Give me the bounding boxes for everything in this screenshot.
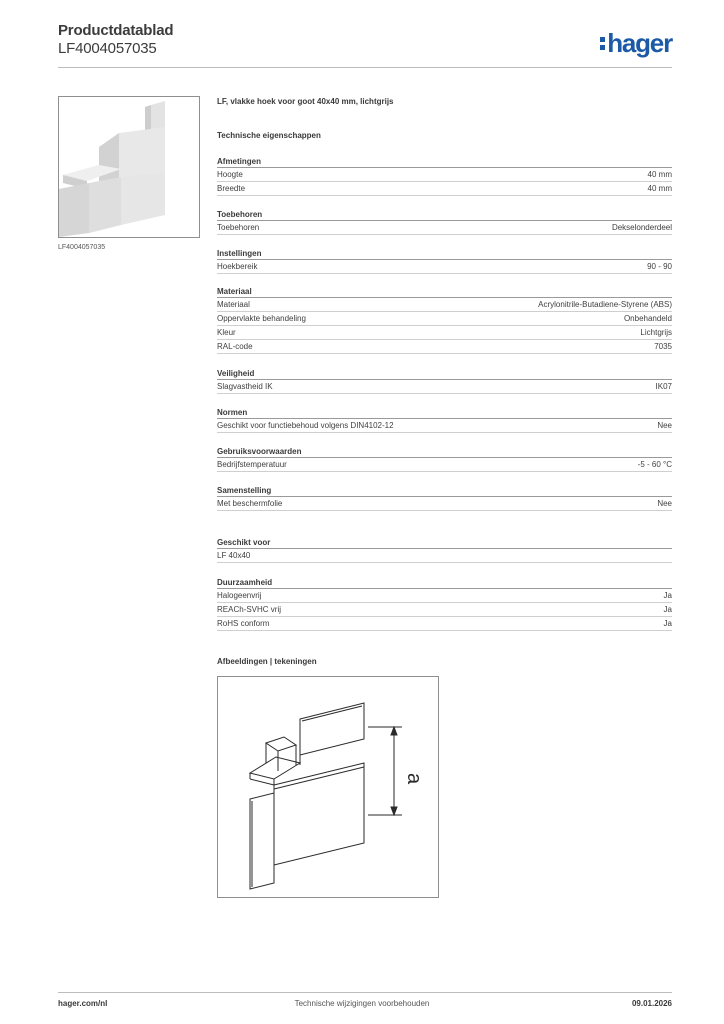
spec-row bbox=[217, 603, 672, 617]
spec-label: Slagvastheid IK bbox=[217, 382, 273, 391]
line-drawing-icon bbox=[218, 677, 438, 897]
spec-label: Bedrijfstemperatuur bbox=[217, 460, 287, 469]
spec-label: Toebehoren bbox=[217, 223, 260, 232]
spec-label: Geschikt voor functiebehoud volgens DIN4102-12 bbox=[217, 421, 394, 430]
drawings-heading: Afbeeldingen | tekeningen bbox=[217, 657, 317, 666]
product-description: LF, vlakke hoek voor goot 40x40 mm, lichtgrijs bbox=[217, 97, 394, 106]
section-duurzaamheid bbox=[217, 577, 672, 631]
spec-value: 7035 bbox=[654, 342, 672, 351]
section-materiaal bbox=[217, 286, 672, 354]
corner-piece-photo-icon bbox=[59, 97, 199, 237]
spec-row bbox=[217, 340, 672, 354]
image-caption: LF4004057035 bbox=[58, 244, 106, 251]
spec-value: Nee bbox=[657, 499, 672, 508]
section-title: Duurzaamheid bbox=[217, 577, 672, 589]
spec-label: Materiaal bbox=[217, 300, 250, 309]
section-gebruiksvoorwaarden bbox=[217, 446, 672, 472]
section-title: Gebruiksvoorwaarden bbox=[217, 446, 672, 458]
spec-value: Onbehandeld bbox=[623, 314, 672, 323]
spec-value: -5 - 60 °C bbox=[637, 460, 672, 469]
page-title: Productdatablad bbox=[58, 22, 174, 39]
footer-divider bbox=[58, 992, 672, 993]
spec-value: Nee bbox=[657, 421, 672, 430]
spec-label: Oppervlakte behandeling bbox=[217, 314, 306, 323]
spec-row bbox=[217, 549, 672, 563]
spec-label: Hoogte bbox=[217, 170, 243, 179]
footer-notice: Technische wijzigingen voorbehouden bbox=[294, 999, 430, 1008]
footer-date: 09.01.2026 bbox=[631, 999, 672, 1008]
spec-label: RAL-code bbox=[217, 342, 253, 351]
product-code: LF4004057035 bbox=[58, 40, 157, 57]
spec-row bbox=[217, 419, 672, 433]
spec-label: Halogeenvrij bbox=[217, 591, 262, 600]
spec-row bbox=[217, 182, 672, 196]
section-title: Veiligheid bbox=[217, 368, 672, 380]
spec-label: Breedte bbox=[217, 184, 246, 193]
spec-row bbox=[217, 298, 672, 312]
section-toebehoren bbox=[217, 209, 672, 235]
section-title: Samenstelling bbox=[217, 485, 672, 497]
spec-value: Ja bbox=[663, 605, 672, 614]
spec-value: Ja bbox=[663, 591, 672, 600]
spec-value: Acrylonitrile-Butadiene-Styrene (ABS) bbox=[538, 300, 672, 309]
spec-row bbox=[217, 168, 672, 182]
technical-properties-heading: Technische eigenschappen bbox=[217, 131, 321, 140]
spec-row bbox=[217, 458, 672, 472]
section-instellingen bbox=[217, 248, 672, 274]
section-title: Normen bbox=[217, 407, 672, 419]
section-title: Afmetingen bbox=[217, 156, 672, 168]
section-samenstelling bbox=[217, 485, 672, 511]
spec-value: IK07 bbox=[655, 382, 672, 391]
spec-row bbox=[217, 312, 672, 326]
logo-text: hager bbox=[607, 28, 672, 58]
header-divider bbox=[58, 67, 672, 68]
section-normen bbox=[217, 407, 672, 433]
spec-row bbox=[217, 326, 672, 340]
spec-label: RoHS conform bbox=[217, 619, 270, 628]
product-photo bbox=[58, 96, 200, 238]
section-geschikt-voor bbox=[217, 537, 672, 563]
spec-label: Met beschermfolie bbox=[217, 499, 283, 508]
section-title: Toebehoren bbox=[217, 209, 672, 221]
spec-label: Kleur bbox=[217, 328, 236, 337]
dimension-label: a bbox=[403, 773, 425, 785]
footer-website: hager.com/nl bbox=[58, 999, 108, 1008]
technical-drawing bbox=[217, 676, 439, 898]
section-title: Materiaal bbox=[217, 286, 672, 298]
spec-value: Ja bbox=[663, 619, 672, 628]
hager-logo bbox=[600, 28, 672, 58]
spec-row bbox=[217, 589, 672, 603]
spec-label: Hoekbereik bbox=[217, 262, 258, 271]
section-title: Geschikt voor bbox=[217, 537, 672, 549]
spec-value: Dekselonderdeel bbox=[611, 223, 672, 232]
spec-row bbox=[217, 617, 672, 631]
spec-row bbox=[217, 260, 672, 274]
section-afmetingen bbox=[217, 156, 672, 196]
spec-label: REACh-SVHC vrij bbox=[217, 605, 282, 614]
spec-row bbox=[217, 221, 672, 235]
spec-value: 40 mm bbox=[647, 184, 672, 193]
spec-value: 90 - 90 bbox=[647, 262, 672, 271]
spec-label: LF 40x40 bbox=[217, 551, 251, 560]
spec-row bbox=[217, 497, 672, 511]
spec-row bbox=[217, 380, 672, 394]
section-title: Instellingen bbox=[217, 248, 672, 260]
spec-value: 40 mm bbox=[647, 170, 672, 179]
section-veiligheid bbox=[217, 368, 672, 394]
logo-colon-icon bbox=[600, 28, 607, 54]
spec-value: Lichtgrijs bbox=[640, 328, 672, 337]
